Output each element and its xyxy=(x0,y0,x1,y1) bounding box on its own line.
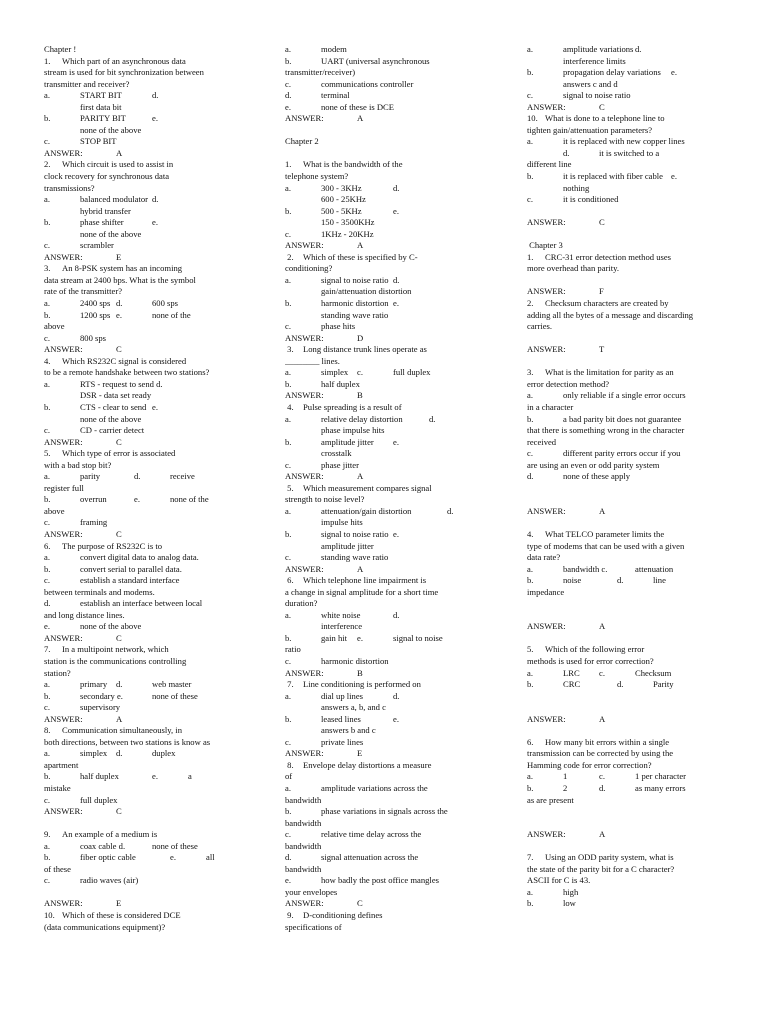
text-line: a change in signal amplitude for a short time xyxy=(285,586,439,597)
text-line: b. phase shifter e. xyxy=(44,217,158,228)
text-line: a. bandwidth c. attenuation xyxy=(527,563,674,574)
text-line: impedance xyxy=(527,586,565,597)
text-line: in a character xyxy=(527,401,574,412)
text-line: 5. Which type of error is associated xyxy=(44,448,176,459)
text-line: b. 1200 sps e. none of the xyxy=(44,309,191,320)
text-line: above xyxy=(44,321,65,332)
text-line: 4. What TELCO parameter limits the xyxy=(527,528,665,539)
text-line: a. modem xyxy=(285,44,347,54)
column-middle xyxy=(285,44,483,933)
text-line: ANSWER: B xyxy=(285,667,363,678)
text-line: a. amplitude variations d. xyxy=(527,44,642,54)
text-line: data rate? xyxy=(527,552,561,563)
text-line: d. establish an interface between local xyxy=(44,598,203,609)
text-line: a. RTS - request to send d. xyxy=(44,378,163,389)
text-line: 10. What is done to a telephone line to xyxy=(527,113,665,124)
text-line: c. communications controller xyxy=(285,78,414,89)
text-line: a. 2400 sps d. 600 sps xyxy=(44,298,179,309)
text-line: b. noise d. line xyxy=(527,575,666,586)
text-line: b. propagation delay variations e. xyxy=(527,67,677,78)
blank-line xyxy=(527,494,725,506)
text-line: interference xyxy=(285,621,363,632)
text-line: ANSWER: C xyxy=(44,436,122,447)
column-left xyxy=(44,44,242,933)
text-line: d. terminal xyxy=(285,90,350,101)
text-line: and long distance lines. xyxy=(44,609,125,620)
text-line: answers b and c xyxy=(285,725,376,736)
text-line: a. balanced modulator d. xyxy=(44,194,159,205)
text-line: methods is used for error correction? xyxy=(527,655,654,666)
text-line: a. convert digital data to analog data. xyxy=(44,552,199,563)
text-line: bandwidth xyxy=(285,817,322,828)
text-line: between terminals and modems. xyxy=(44,586,155,597)
text-line: c. standing wave ratio xyxy=(285,552,389,563)
text-line: b. phase variations in signals across the xyxy=(285,806,448,817)
text-line: ________ lines. xyxy=(285,355,340,366)
text-line: none of the above xyxy=(44,228,142,239)
text-line: ANSWER: C xyxy=(44,806,122,817)
text-line: carries. xyxy=(527,321,553,332)
text-line: a. dial up lines d. xyxy=(285,690,400,701)
text-line: with a bad stop bit? xyxy=(44,459,112,470)
text-line: transmissions? xyxy=(44,182,95,193)
text-line: c. scrambler xyxy=(44,240,114,251)
blank-line xyxy=(527,517,725,529)
text-line: ANSWER: T xyxy=(527,344,605,355)
text-line: strength to noise level? xyxy=(285,494,365,505)
text-line: a. high xyxy=(527,886,579,897)
text-line: e. none of the above xyxy=(44,621,142,632)
text-line: as are present xyxy=(527,794,574,805)
text-line: ANSWER: A xyxy=(527,621,606,632)
text-line: d. none of these apply xyxy=(527,471,631,482)
text-line: type of modems that can be used with a given xyxy=(527,540,685,551)
text-line: b. harmonic distortion e. xyxy=(285,298,399,309)
text-line: ANSWER: A xyxy=(285,563,364,574)
blank-line xyxy=(527,610,725,622)
text-line: c. establish a standard interface xyxy=(44,575,180,586)
text-line: 8. Communication simultaneously, in xyxy=(44,725,182,736)
text-line: a. simplex c. full duplex xyxy=(285,367,431,378)
blank-line xyxy=(527,633,725,645)
blank-line xyxy=(527,229,725,241)
text-line: duration? xyxy=(285,598,318,609)
text-line: bandwidth xyxy=(285,840,322,851)
text-line: bandwidth xyxy=(285,794,322,805)
text-line: b. UART (universal asynchronous xyxy=(285,55,430,66)
text-line: above xyxy=(44,505,65,516)
blank-line xyxy=(527,206,725,218)
text-line: 4. Pulse spreading is a result of xyxy=(285,401,402,412)
text-line: a. it is replaced with new copper lines xyxy=(527,136,685,147)
text-line: b. fiber optic cable e. all xyxy=(44,852,215,863)
text-line: b. signal to noise ratio e. xyxy=(285,528,399,539)
text-line: c. phase hits xyxy=(285,321,356,332)
text-line: a. amplitude variations across the xyxy=(285,783,428,793)
blank-line xyxy=(527,691,725,703)
text-line: e. how badly the post office mangles xyxy=(285,875,439,886)
text-line: a. LRC c. Checksum xyxy=(527,667,672,678)
text-line: ANSWER: E xyxy=(44,898,122,909)
text-line: 6. The purpose of RS232C is to xyxy=(44,540,163,551)
text-line: 1. Which part of an asynchronous data xyxy=(44,55,186,66)
text-line: to be a remote handshake between two stations? xyxy=(44,367,210,378)
text-line: c. radio waves (air) xyxy=(44,875,139,886)
text-line: ratio xyxy=(285,644,301,655)
text-line: apartment xyxy=(44,759,79,770)
text-line: b. CTS - clear to send e. xyxy=(44,401,158,412)
text-line: c. 800 sps xyxy=(44,332,107,343)
text-line: d. signal attenuation across the xyxy=(285,852,419,863)
text-line: stream is used for bit synchronization between xyxy=(44,67,204,78)
text-line: ANSWER: A xyxy=(527,829,606,840)
text-line: ANSWER: C xyxy=(527,217,605,228)
text-line: 3. Long distance trunk lines operate as xyxy=(285,344,427,355)
text-line: station? xyxy=(44,667,71,678)
text-line: 8. Envelope delay distortions a measure xyxy=(285,759,432,770)
text-line: b. gain hit e. signal to noise xyxy=(285,632,443,643)
text-line: ANSWER: A xyxy=(285,240,364,251)
text-line: specifications of xyxy=(285,921,342,932)
text-line: b. secondary e. none of these xyxy=(44,690,198,701)
text-line: c. 1KHz - 20KHz xyxy=(285,228,374,239)
text-line: ANSWER: C xyxy=(527,101,605,112)
text-line: standing wave ratio xyxy=(285,309,389,320)
text-line: a. coax cable d. none of these xyxy=(44,840,198,851)
text-line: a. parity d. receive xyxy=(44,471,195,482)
blank-line xyxy=(527,356,725,368)
text-line: (data communications equipment)? xyxy=(44,921,166,932)
text-line: 600 - 25KHz xyxy=(285,194,366,205)
text-line: c. signal to noise ratio xyxy=(527,90,631,101)
text-line: transmission can be corrected by using the xyxy=(527,748,674,759)
text-line: a. simplex d. duplex xyxy=(44,748,176,759)
text-line: 3. What is the limitation for parity as an xyxy=(527,367,674,378)
text-line: b. half duplex xyxy=(285,378,360,389)
text-line: e. none of these is DCE xyxy=(285,101,395,112)
text-line: c. supervisory xyxy=(44,702,121,713)
text-line: nothing xyxy=(527,182,590,193)
text-line: ANSWER: A xyxy=(44,147,123,158)
text-line: 2. Checksum characters are created by xyxy=(527,298,669,309)
text-line: more overhead than parity. xyxy=(527,263,620,274)
text-line: b. overrun e. none of the xyxy=(44,494,209,505)
text-line: ANSWER: A xyxy=(285,113,364,124)
text-line: different line xyxy=(527,159,572,170)
blank-line xyxy=(527,806,725,818)
text-line: register full xyxy=(44,482,84,493)
text-line: a. only reliable if a single error occurs xyxy=(527,390,686,401)
text-line: impulse hits xyxy=(285,517,363,528)
text-line: are using an even or odd parity system xyxy=(527,459,660,470)
text-line: 1. What is the bandwidth of the xyxy=(285,159,403,170)
text-line: 150 - 3500KHz xyxy=(285,217,375,228)
text-line: 7. Using an ODD parity system, what is xyxy=(527,852,674,863)
text-line: Hamming code for error correction? xyxy=(527,759,652,770)
text-line: c. CD - carrier detect xyxy=(44,425,145,436)
text-line: clock recovery for synchronous data xyxy=(44,171,170,182)
text-line: a. 1 c. 1 per character xyxy=(527,771,687,782)
text-line: the state of the parity bit for a C character? xyxy=(527,863,675,874)
text-line: ANSWER: C xyxy=(44,344,122,355)
blank-line xyxy=(527,598,725,610)
text-line: b. half duplex e. a xyxy=(44,771,192,782)
text-line: ANSWER: A xyxy=(527,713,606,724)
text-line: error detection method? xyxy=(527,378,610,389)
text-line: a. 300 - 3KHz d. xyxy=(285,182,400,193)
blank-line xyxy=(527,333,725,345)
text-line: b. 2 d. as many errors xyxy=(527,783,686,793)
blank-line xyxy=(527,702,725,714)
text-line: ANSWER: C xyxy=(285,898,363,909)
text-line: c. it is conditioned xyxy=(527,194,619,205)
text-line: 3. An 8-PSK system has an incoming xyxy=(44,263,183,274)
text-line: ANSWER: A xyxy=(527,505,606,516)
text-line: interference limits xyxy=(527,55,626,66)
text-line: first data bit xyxy=(44,101,122,112)
text-line: a. white noise d. xyxy=(285,609,400,620)
text-line: answers c and d xyxy=(527,78,618,89)
text-line: none of the above xyxy=(44,413,142,424)
column-right xyxy=(527,44,725,910)
text-line: 9. D-conditioning defines xyxy=(285,910,383,921)
text-line: 6. Which telephone line impairment is xyxy=(285,575,427,586)
text-line: Chapter 3 xyxy=(527,240,563,251)
text-line: c. framing xyxy=(44,517,108,528)
text-line: b. it is replaced with fiber cable e. xyxy=(527,171,677,182)
text-line: a. relative delay distortion d. xyxy=(285,413,436,424)
text-line: c. different parity errors occur if you xyxy=(527,448,681,459)
text-line: bandwidth xyxy=(285,863,322,874)
text-line: 9. An example of a medium is xyxy=(44,829,158,840)
text-line: telephone system? xyxy=(285,171,349,182)
text-line: b. 500 - 5KHz e. xyxy=(285,205,399,216)
text-line: ANSWER: A xyxy=(44,713,123,724)
text-line: a. START BIT d. xyxy=(44,90,159,101)
text-line: b. amplitude jitter e. xyxy=(285,436,399,447)
text-line: ANSWER: D xyxy=(285,332,364,343)
text-line: received xyxy=(527,436,557,447)
text-line: conditioning? xyxy=(285,263,333,274)
text-line: ASCII for C is 43. xyxy=(527,875,591,886)
text-line: 1. CRC-31 error detection method uses xyxy=(527,251,672,262)
text-line: ANSWER: F xyxy=(527,286,604,297)
text-line: that there is something wrong in the character xyxy=(527,425,685,436)
text-line: 7. Line conditioning is performed on xyxy=(285,679,421,690)
text-line: a. signal to noise ratio d. xyxy=(285,274,400,285)
text-line: crosstalk xyxy=(285,448,352,459)
text-line: ANSWER: C xyxy=(44,632,122,643)
blank-line xyxy=(527,275,725,287)
text-line: c. relative time delay across the xyxy=(285,829,422,840)
text-line: your envelopes xyxy=(285,886,338,897)
blank-line xyxy=(527,725,725,737)
text-line: DSR - data set ready xyxy=(44,390,152,401)
text-line: hybrid transfer xyxy=(44,205,131,216)
text-line: transmitter/receiver) xyxy=(285,67,356,78)
text-line: tighten gain/attenuation parameters? xyxy=(527,124,653,135)
text-line: c. phase jitter xyxy=(285,459,359,470)
text-line: none of the above xyxy=(44,124,142,135)
text-line: phase impulse hits xyxy=(285,425,385,436)
text-line: b. low xyxy=(527,898,576,909)
text-line: ANSWER: E xyxy=(285,748,363,759)
text-line: 7. In a multipoint network, which xyxy=(44,644,169,655)
text-line: b. leased lines e. xyxy=(285,713,399,724)
text-line: both directions, between two stations is know as xyxy=(44,736,211,747)
text-line: b. CRC d. Parity xyxy=(527,679,674,690)
blank-line xyxy=(285,148,483,160)
text-line: c. STOP BIT xyxy=(44,136,117,147)
text-line: answers a, b, and c xyxy=(285,702,386,713)
blank-line xyxy=(44,818,242,830)
text-line: mistake xyxy=(44,783,71,793)
text-line: Chapter ! xyxy=(44,44,77,54)
text-line: c. full duplex xyxy=(44,794,118,805)
blank-line xyxy=(527,841,725,853)
text-line: 2. Which of these is specified by C- xyxy=(285,251,418,262)
text-line: 5. Which measurement compares signal xyxy=(285,482,432,493)
text-line: ANSWER: A xyxy=(285,471,364,482)
text-line: data stream at 2400 bps. What is the symbol xyxy=(44,274,196,285)
blank-line xyxy=(285,125,483,137)
text-line: 5. Which of the following error xyxy=(527,644,645,655)
text-line: 2. Which circuit is used to assist in xyxy=(44,159,174,170)
text-line: Chapter 2 xyxy=(285,136,319,147)
blank-line xyxy=(44,887,242,899)
text-line: c. private lines xyxy=(285,736,364,747)
text-line: ANSWER: E xyxy=(44,251,122,262)
text-line: a. attenuation/gain distortion d. xyxy=(285,505,454,516)
text-line: station is the communications controlling xyxy=(44,655,187,666)
text-line: b. a bad parity bit does not guarantee xyxy=(527,413,682,424)
blank-line xyxy=(527,483,725,495)
text-line: amplitude jitter xyxy=(285,540,374,551)
text-line: of xyxy=(285,771,293,782)
text-line: a. primary d. web master xyxy=(44,679,192,690)
blank-line xyxy=(527,818,725,830)
text-line: d. it is switched to a xyxy=(527,147,660,158)
text-line: c. harmonic distortion xyxy=(285,655,389,666)
text-line: adding all the bytes of a message and discarding xyxy=(527,309,694,320)
text-line: of these xyxy=(44,863,71,874)
text-line: ANSWER: B xyxy=(285,390,363,401)
text-line: 10. Which of these is considered DCE xyxy=(44,910,181,921)
text-line: 4. Which RS232C signal is considered xyxy=(44,355,187,366)
text-line: ANSWER: C xyxy=(44,528,122,539)
text-line: transmitter and receiver? xyxy=(44,78,130,89)
text-line: b. convert serial to parallel data. xyxy=(44,563,182,574)
text-line: gain/attenuation distortion xyxy=(285,286,412,297)
text-line: b. PARITY BIT e. xyxy=(44,113,158,124)
text-line: 6. How many bit errors within a single xyxy=(527,736,670,747)
text-line: rate of the transmitter? xyxy=(44,286,123,297)
